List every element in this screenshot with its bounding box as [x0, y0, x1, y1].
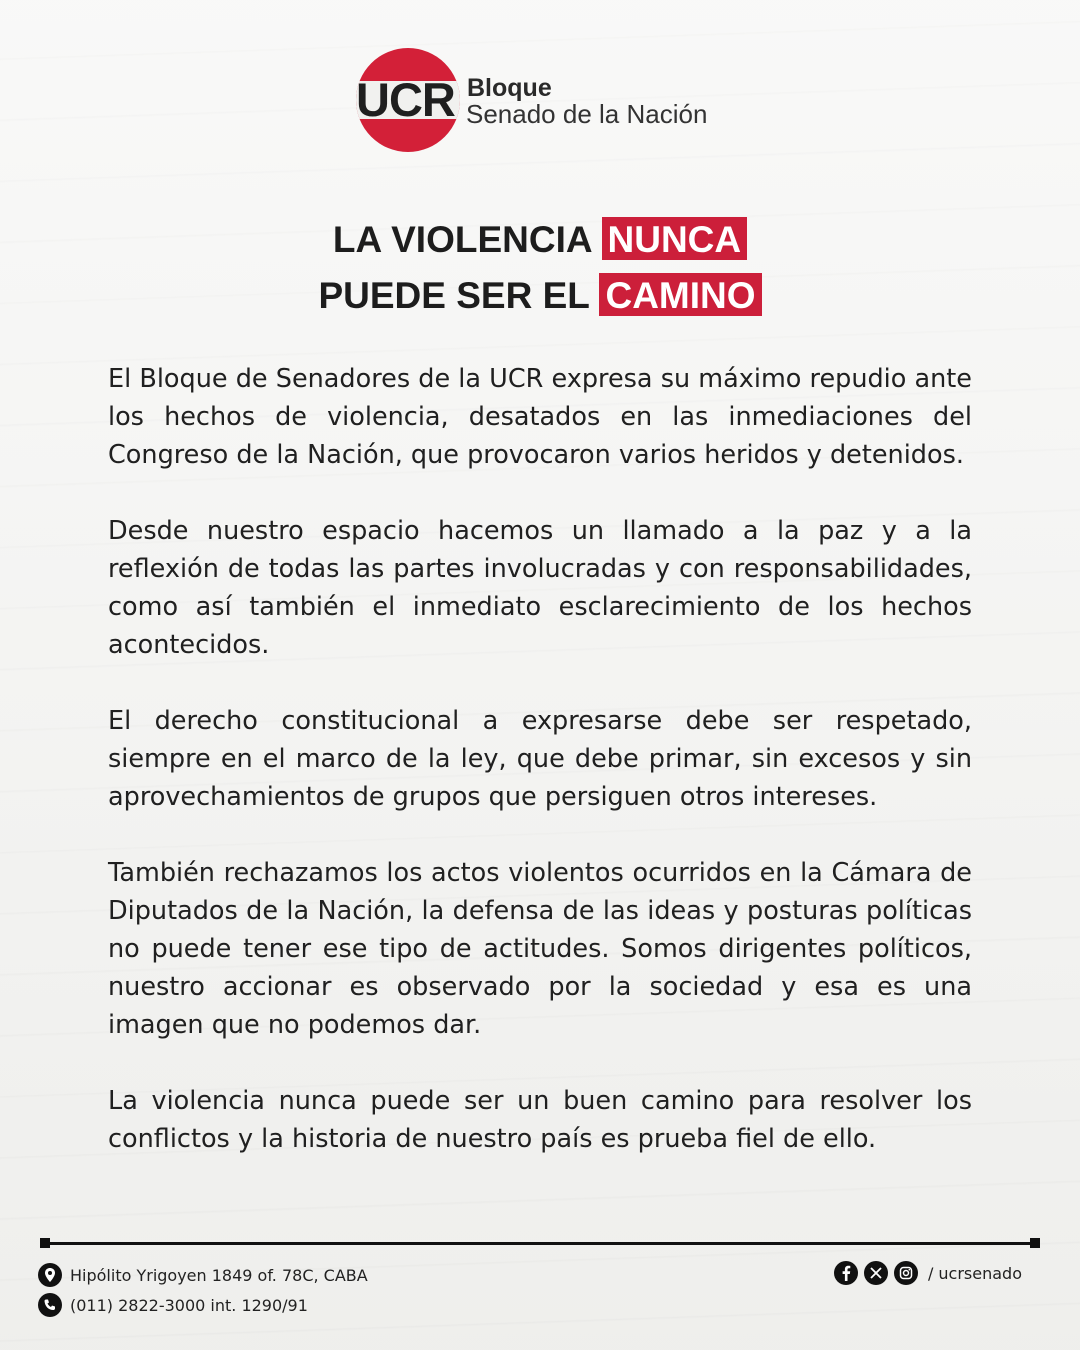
phone-icon	[38, 1293, 62, 1317]
title-line-2	[0, 268, 1080, 324]
phone-text: (011) 2822-3000 int. 1290/91	[70, 1295, 308, 1315]
title-line1-highlight: NUNCA	[602, 217, 748, 260]
paragraph-1: El Bloque de Senadores de la UCR expresa su máximo repudio ante los hechos de violencia, desatados en las inmediaciones del Congreso de la Nación, que provocaron varios heridos y detenidos.	[108, 364, 972, 470]
divider-end-left	[40, 1238, 50, 1248]
x-icon[interactable]	[864, 1261, 888, 1285]
footer-divider	[44, 1242, 1036, 1245]
instagram-icon[interactable]	[894, 1261, 918, 1285]
title-line2-plain: PUEDE SER EL	[318, 275, 590, 316]
facebook-icon[interactable]	[834, 1261, 858, 1285]
title-line2-highlight: CAMINO	[599, 273, 761, 316]
contact-info	[38, 1260, 368, 1320]
paragraph-2: Desde nuestro espacio hacemos un llamado a la paz y a la reflexión de todas las partes involucradas y con responsabilidades, como así también el inmediato esclarecimiento de los hechos acontecidos.	[108, 516, 972, 660]
ucr-logo	[356, 48, 736, 156]
logo-line2: Senado de la Nación	[466, 99, 708, 129]
social-links	[834, 1261, 1022, 1285]
page-title	[0, 212, 1080, 324]
address-text: Hipólito Yrigoyen 1849 of. 78C, CABA	[70, 1265, 368, 1285]
divider-end-right	[1030, 1238, 1040, 1248]
paragraph-3: El derecho constitucional a expresarse debe ser respetado, siempre en el marco de la ley, que debe primar, sin excesos y sin aprovechamientos de grupos que persiguen otros intereses.	[108, 706, 972, 812]
title-line1-plain: LA VIOLENCIA	[332, 219, 592, 260]
logo-line1: Bloque	[467, 74, 552, 102]
phone-row	[38, 1290, 368, 1320]
location-pin-icon	[38, 1263, 62, 1287]
title-line-1	[0, 212, 1080, 268]
paragraph-4: También rechazamos los actos violentos ocurridos en la Cámara de Diputados de la Nación, la defensa de las ideas y posturas políticas no puede tener ese tipo de actitudes. Somos dirigentes políticos, nuestro accionar es observado por la sociedad y esa es una imagen que no podemos dar.	[108, 858, 972, 1040]
logo-mark: UCR	[356, 73, 455, 126]
paragraph-5: La violencia nunca puede ser un buen camino para resolver los conflictos y la historia de nuestro país es prueba fiel de ello.	[108, 1086, 972, 1154]
statement-body	[108, 360, 972, 1196]
address-row	[38, 1260, 368, 1290]
social-handle[interactable]: / ucrsenado	[927, 1263, 1022, 1283]
